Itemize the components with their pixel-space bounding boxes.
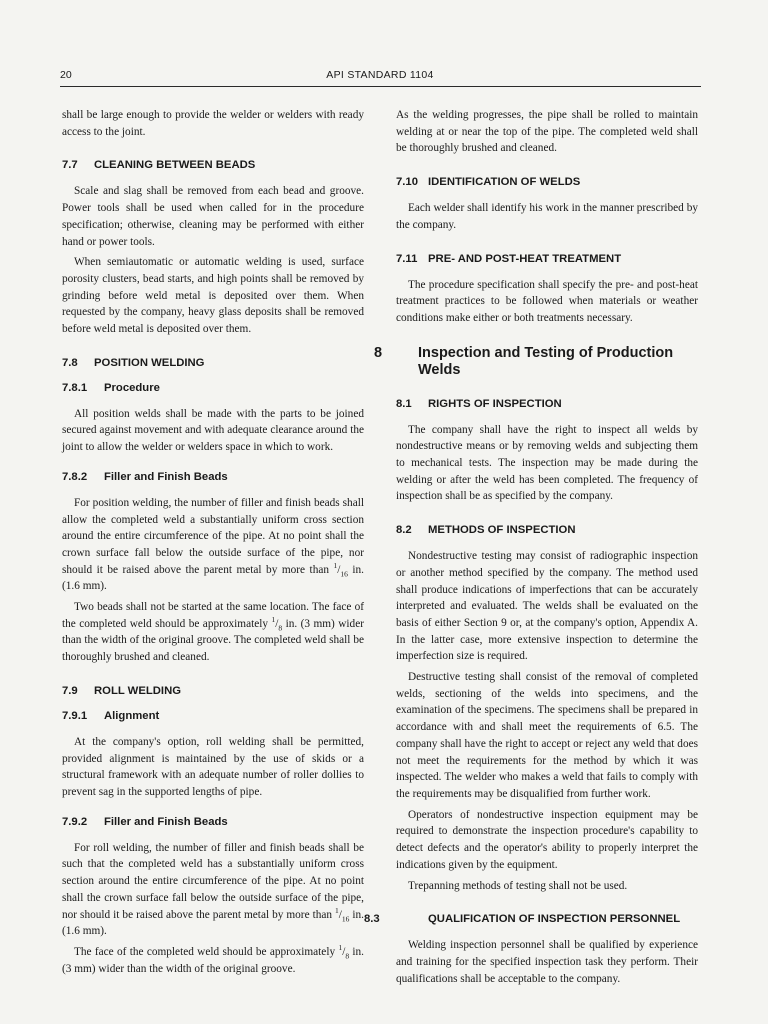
subsection-heading-7-8-1: 7.8.1 Procedure bbox=[62, 381, 160, 394]
section-heading-7-7: 7.7 CLEANING BETWEEN BEADS bbox=[62, 159, 256, 172]
right-column bbox=[364, 107, 698, 991]
section-heading-7-8: 7.8 POSITION WELDING bbox=[62, 356, 205, 369]
paragraph: Destructive testing shall consist of the removal of completed welds, sectioning of the welds into specimens, and the examination of the specimens. The specimens shall be prepared in accordance with and shall meet the requirements of 6.5. The company shall have the right to accept or reject any weld that does not meet the requirements for the method by which it was inspected. The welder who makes a weld that fails to comply with the requirements may be disqualified from further work. bbox=[396, 671, 698, 800]
section-heading-7-9: 7.9 ROLL WELDING bbox=[62, 684, 182, 697]
paragraph-continuation: As the welding progresses, the pipe shall be rolled to maintain welding at or near the top of the pipe. The completed weld shall be thoroughly brushed and cleaned. bbox=[396, 109, 698, 155]
chapter-heading-8: 8 Inspection and Testing of Production Welds bbox=[374, 344, 674, 378]
paragraph-continuation: shall be large enough to provide the welder or welders with ready access to the joint. bbox=[62, 109, 364, 138]
page-header bbox=[60, 69, 700, 87]
paragraph: Scale and slag shall be removed from each bead and groove. Power tools shall be used when called for in the procedure specification; otherwise, cleaning may be performed with either hand or power tools. bbox=[62, 185, 364, 248]
paragraph: For position welding, the number of filler and finish beads shall allow the completed weld a substantially uniform cross section around the entire circumference of the pipe. At no point shall the crown surface fall below the outside surface of the pipe, nor should it be raised above the parent metal by more than $^1/_{16}$ in. (1.6 mm). bbox=[62, 496, 364, 593]
running-title: API STANDARD 1104 bbox=[326, 69, 434, 81]
paragraph: The procedure specification shall specify the pre- and post-heat treatment practices to be followed when materials or weather conditions make either or both treatments necessary. bbox=[396, 278, 698, 324]
paragraph: Welding inspection personnel shall be qualified by experience and training for the specified inspection task they perform. Their qualifications shall be acceptable to the company. bbox=[396, 939, 698, 985]
paragraph: The company shall have the right to inspect all welds by nondestructive means or by removing welds and subjecting them to mechanical tests. The inspection may be made during the welding or after the weld has been completed. The frequency of inspection shall be as specified by the company. bbox=[396, 423, 698, 503]
section-heading-8-3: 8.3 QUALIFICATION OF INSPECTION PERSONNEL bbox=[364, 913, 681, 926]
paragraph: At the company's option, roll welding shall be permitted, provided alignment is maintained by the use of skids or a structural framework with an adequate number of roller dollies to prevent sag in the supported lengths of pipe. bbox=[62, 735, 364, 798]
subsection-heading-7-8-2: 7.8.2 Filler and Finish Beads bbox=[62, 470, 228, 483]
paragraph: Operators of nondestructive inspection equipment may be required to demonstrate the inspection procedure's capability to detect defects and the operator's ability to properly interpret the indications given by the equipment. bbox=[396, 808, 698, 871]
page-number: 20 bbox=[60, 69, 72, 81]
section-heading-8-2: 8.2 METHODS OF INSPECTION bbox=[396, 524, 576, 537]
paragraph: For roll welding, the number of filler and finish beads shall be such that the completed weld has a substantially uniform cross section around the entire circumference of the pipe. At no point shall the crown surface fall below the outside surface of the pipe, nor should it be raised above the parent metal by more than $^1/_{16}$ in. (1.6 mm). bbox=[62, 841, 365, 938]
section-heading-7-11: 7.11 PRE- AND POST-HEAT TREATMENT bbox=[396, 252, 622, 265]
paragraph: When semiautomatic or automatic welding is used, surface porosity clusters, bead starts, and high points shall be removed by grinding before weld metal is deposited over them. When requested by the company, heavy glass deposits shall be removed before weld metal is deposited over them. bbox=[62, 256, 364, 336]
subsection-heading-7-9-2: 7.9.2 Filler and Finish Beads bbox=[62, 815, 228, 828]
left-column bbox=[62, 107, 364, 981]
subsection-heading-7-9-1: 7.9.1 Alignment bbox=[62, 709, 160, 722]
paragraph: Two beads shall not be started at the same location. The face of the completed weld should be approximately $^1/_8$ in. (3 mm) wider than the width of the original groove. The completed weld shall be thoroughly brushed and cleaned. bbox=[62, 601, 364, 664]
paragraph: The face of the completed weld should be approximately $^1/_8$ in. (3 mm) wider than the width of the original groove. bbox=[62, 943, 364, 975]
paragraph: Each welder shall identify his work in the manner prescribed by the company. bbox=[396, 202, 698, 231]
section-heading-8-1: 8.1 RIGHTS OF INSPECTION bbox=[396, 397, 562, 410]
paragraph: Nondestructive testing may consist of radiographic inspection or another method specified by the company. The method used shall produce indications of imperfections that can be accurately interpreted and evaluated. The welds shall be evaluated on the basis of either Section 9 or, at the company's option, Appendix A. In the latter case, more extensive inspection to determine the imperfection size is required. bbox=[396, 550, 698, 663]
paragraph: Trepanning methods of testing shall not be used. bbox=[408, 879, 628, 892]
header-rule bbox=[60, 86, 701, 87]
paragraph: All position welds shall be made with the parts to be joined secured against movement and with adequate clearance around the joint to allow the welder or welders space in which to work. bbox=[62, 407, 364, 454]
section-heading-7-10: 7.10 IDENTIFICATION OF WELDS bbox=[396, 176, 581, 189]
